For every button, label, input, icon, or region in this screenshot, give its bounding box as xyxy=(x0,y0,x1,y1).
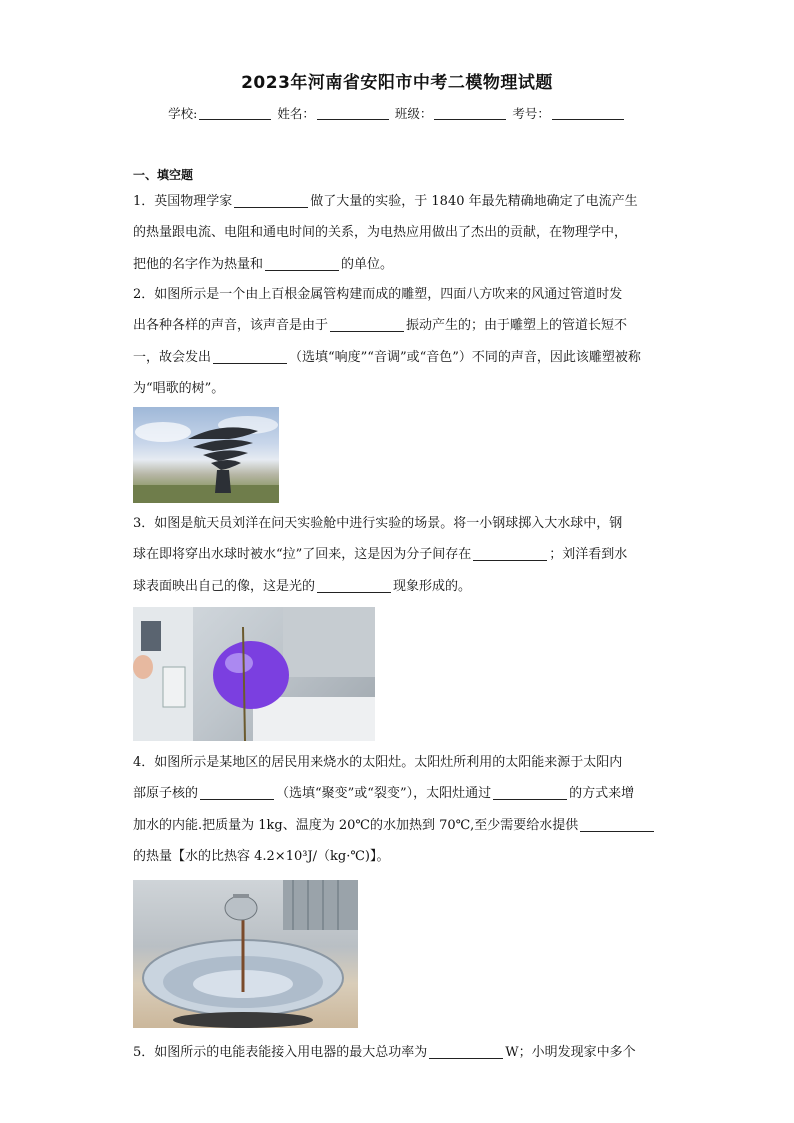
q1-text-b: 做了大量的实验，于 1840 年最先精确地确定了电流产生 xyxy=(310,194,638,209)
q5-text-b: W；小明发现家中多个 xyxy=(505,1045,636,1060)
q4-text-d: 的方式来增 xyxy=(569,786,635,802)
q1-blank-1[interactable] xyxy=(234,193,308,208)
q4-text-c: （选填“聚变”或“裂变”），太阳灶通过 xyxy=(276,786,492,802)
q2-text-a: 2．如图所示是一个由上百根金属管构建而成的雕塑，四面八方吹来的风通过管道时发 xyxy=(133,287,623,302)
q2-text-c: 振动产生的；由于雕塑上的管道长短不 xyxy=(406,318,628,334)
exam-number-blank[interactable] xyxy=(552,107,624,120)
q1-text-d: 把他的名字作为热量和 xyxy=(133,256,264,272)
water-ball-image xyxy=(133,607,375,741)
q3-text-b: 球在即将穿出水球时被水“拉”了回来，这是因为分子间存在 xyxy=(133,547,472,563)
question-5 xyxy=(133,1037,673,1068)
q1-text-c: 的热量跟电流、电阻和通电时间的关系，为电热应用做出了杰出的贡献，在物理学中， xyxy=(133,225,628,241)
q2-blank-1[interactable] xyxy=(330,317,404,332)
name-label: 姓名： xyxy=(277,106,315,121)
q4-text-f: 的热量【水的比热容 4.2×10³J/（kg·℃)】。 xyxy=(133,848,390,864)
section-title: 一、填空题 xyxy=(133,168,194,182)
q1-text-a: 1．英国物理学家 xyxy=(133,194,233,209)
solar-cooker-photo xyxy=(133,880,358,1028)
question-3 xyxy=(133,508,673,602)
q2-text-e: （选填“响度”“音调”或“音色”）不同的声音，因此该雕塑被称 xyxy=(289,349,641,365)
q3-text-a: 3．如图是航天员刘洋在问天实验舱中进行实验的场景。将一小钢球掷入大水球中，钢 xyxy=(133,516,623,531)
name-blank[interactable] xyxy=(317,107,389,120)
q3-text-e: 现象形成的。 xyxy=(393,578,472,594)
q3-text-d: 球表面映出自己的像，这是光的 xyxy=(133,578,316,594)
q4-text-a: 4．如图所示是某地区的居民用来烧水的太阳灶。太阳灶所利用的太阳能来源于太阳内 xyxy=(133,755,623,770)
question-2 xyxy=(133,279,673,404)
student-info-line xyxy=(0,104,794,122)
q2-text-b: 出各种各样的声音，该声音是由于 xyxy=(133,318,329,334)
q1-blank-2[interactable] xyxy=(265,256,339,271)
q1-text-e: 的单位。 xyxy=(341,256,394,272)
school-blank[interactable] xyxy=(199,107,271,120)
q3-blank-2[interactable] xyxy=(317,578,391,593)
q2-text-d: 一，故会发出 xyxy=(133,349,212,365)
school-label: 学校: xyxy=(168,106,198,121)
water-ball-photo xyxy=(133,607,375,741)
singing-tree-photo xyxy=(133,407,279,503)
exam-number-label: 考号： xyxy=(512,106,550,121)
q2-text-f: 为“唱歌的树”。 xyxy=(133,380,225,396)
q4-blank-2[interactable] xyxy=(493,785,567,800)
q5-blank-1[interactable] xyxy=(429,1044,503,1059)
q4-blank-3[interactable] xyxy=(580,817,654,832)
q4-blank-1[interactable] xyxy=(200,785,274,800)
class-blank[interactable] xyxy=(434,107,506,120)
singing-tree-image xyxy=(133,407,279,503)
q3-text-c: ；刘洋看到水 xyxy=(549,547,628,563)
question-4 xyxy=(133,747,673,872)
q3-blank-1[interactable] xyxy=(473,546,547,561)
solar-cooker-image xyxy=(133,880,358,1028)
q5-text-a: 5．如图所示的电能表能接入用电器的最大总功率为 xyxy=(133,1045,428,1060)
q4-text-b: 部原子核的 xyxy=(133,786,199,802)
q4-text-e: 加水的内能.把质量为 1kg、温度为 20℃的水加热到 70℃,至少需要给水提供 xyxy=(133,817,579,833)
question-1 xyxy=(133,186,673,280)
q2-blank-2[interactable] xyxy=(213,349,287,364)
page-title: 2023年河南省安阳市中考二模物理试题 xyxy=(241,73,553,93)
class-label: 班级： xyxy=(394,106,433,121)
